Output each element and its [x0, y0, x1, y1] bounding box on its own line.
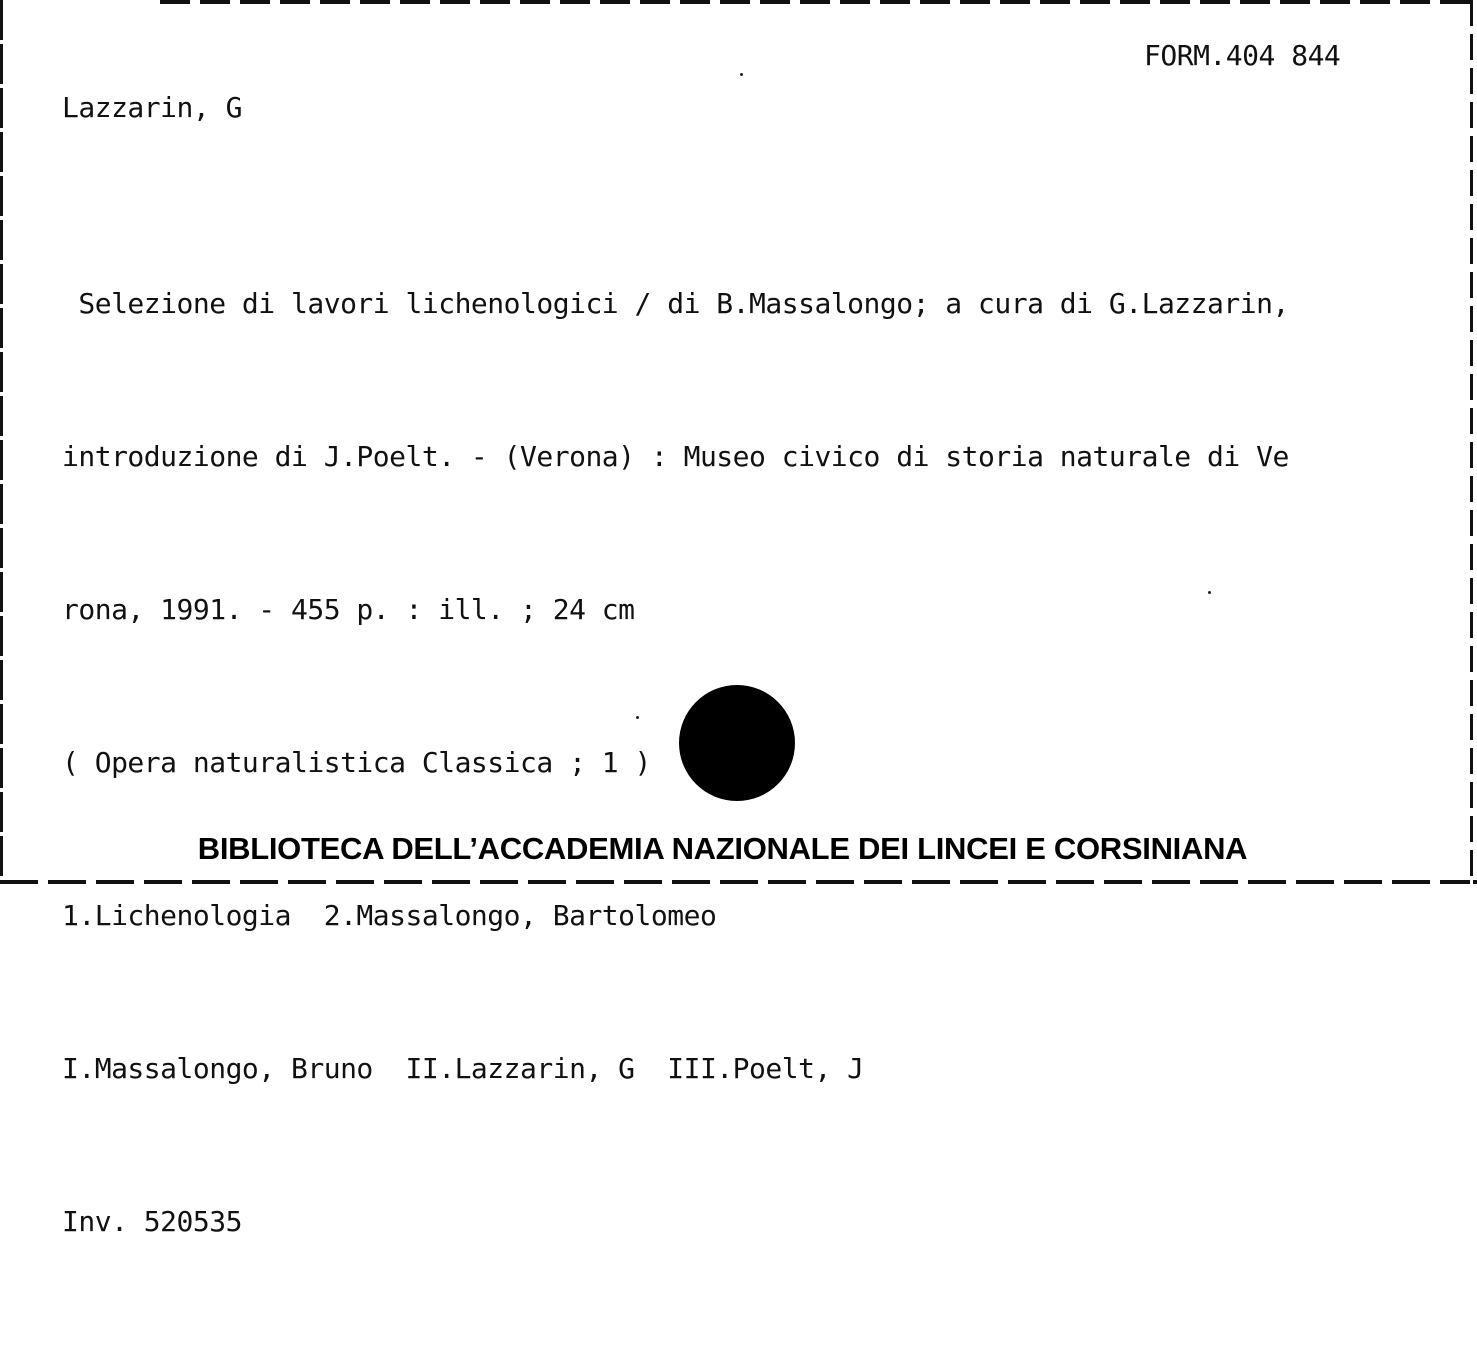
inventory-line: Inv. 520535 [62, 1205, 242, 1238]
punch-hole [679, 685, 795, 801]
ink-speck [636, 716, 639, 719]
title-line: Selezione di lavori lichenologici / di B.Massalongo; a cura di G.Lazzarin, [62, 287, 1289, 320]
shelfmark: FORM.404 844 [1144, 39, 1341, 72]
ink-speck [1208, 591, 1211, 594]
bibliographic-description [62, 176, 1289, 1349]
added-entries-line: I.Massalongo, Bruno II.Lazzarin, G III.Poelt, J [62, 1052, 864, 1085]
ink-speck [740, 73, 743, 76]
author-heading: Lazzarin, G [62, 91, 242, 124]
extent-line: rona, 1991. - 455 p. : ill. ; 24 cm [62, 593, 635, 626]
series-line: ( Opera naturalistica Classica ; 1 ) [62, 746, 651, 779]
card-left-edge [0, 0, 3, 884]
subjects-line: 1.Lichenologia 2.Massalongo, Bartolomeo [62, 899, 717, 932]
publication-line: introduzione di J.Poelt. - (Verona) : Museo civico di storia naturale di Ve [62, 440, 1289, 473]
card-right-edge [1470, 0, 1473, 884]
library-name-footer: BIBLIOTECA DELL’ACCADEMIA NAZIONALE DEI LINCEI E CORSINIANA [197, 831, 1248, 866]
card-top-edge [160, 0, 1477, 4]
